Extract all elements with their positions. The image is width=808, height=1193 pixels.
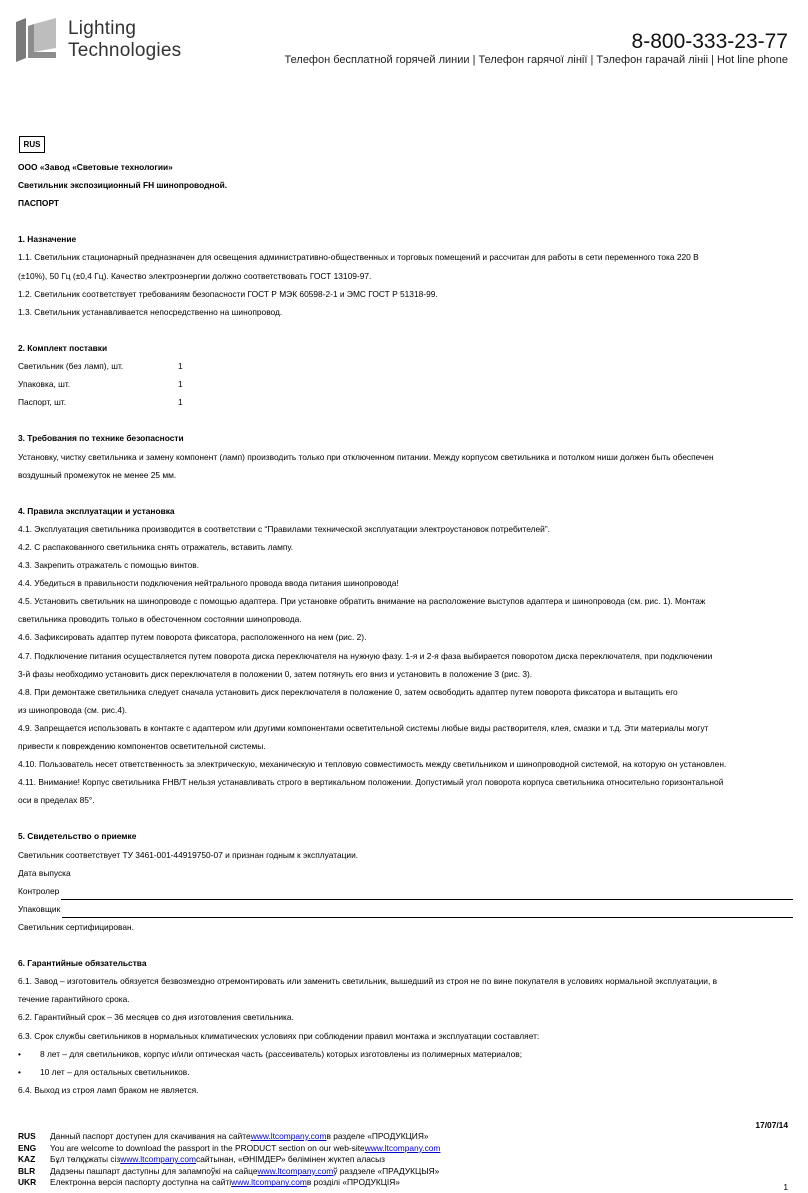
brand-name [68,18,181,62]
bullet-icon: • [18,1066,21,1077]
paragraph: 4.7. Подключение питания осуществляется путем поворота диска переключателя на нужную фазу. 1-я и 2-я фаза выбирается поворотом диска переключателя, при подключении [18,650,713,661]
paragraph: Светильник соответствует ТУ 3461-001-44919750-07 и признан годным к эксплуатации. [18,849,359,860]
paragraph: 4.10. Пользователь несет ответственность за электрическую, механическую и тепловую совместимость между светильником и шинопроводной системой, на которую он установлен. [18,759,727,770]
packer-label: Упаковщик [18,903,61,914]
kit-item-qty: 1 [178,397,183,408]
footer-text: Бұл төлқұжаты сіз [50,1154,121,1165]
company-logo [16,18,181,62]
section-heading: 4. Правила эксплуатации и установка [18,505,175,516]
footer-text: в разделе «ПРОДУКЦИЯ» [326,1131,429,1141]
download-footer [18,1131,440,1189]
paragraph: 4.8. При демонтаже светильника следует сначала установить диск переключателя в положение 0, затем освободить адаптер путем поворота фиксатора и вытащить его [18,686,678,697]
paragraph: 6.4. Выход из строя ламп браком не является. [18,1084,199,1095]
list-item [18,1045,793,1063]
section-heading: 3. Требования по технике безопасности [18,433,184,444]
paragraph: 4.1. Эксплуатация светильника производится в соответствии с “Правилами технической эксплуатации электроустановок потребителей”. [18,523,550,534]
website-link[interactable]: www.ltcompany.com [250,1131,327,1141]
document-date: 17/07/14 [755,1120,788,1130]
section-heading: 5. Свидетельство о приемке [18,831,137,842]
packer-signature-field[interactable] [18,900,793,918]
paragraph: 4.9. Запрещается использовать в контакте с адаптером или другими компонентами осветительной системы любые виды растворителя, клея, смазки и т.д. Эти материалы могут [18,722,709,733]
list-item-text: 10 лет – для остальных светильников. [40,1066,190,1077]
footer-row [18,1177,440,1189]
footer-text: Дадзены пашпарт даступны для запампоўкі на сайце [50,1165,258,1176]
paragraph: 6.3. Срок службы светильников в нормальных климатических условиях при соблюдении правил монтажа и эксплуатации составляет: [18,1030,540,1041]
kit-item [18,357,793,375]
footer-row [18,1154,440,1166]
paragraph: 4.6. Зафиксировать адаптер путем поворота фиксатора, расположенного на нем (рис. 2). [18,632,367,643]
footer-text: ў раздзеле «ПРАДУКЦЫЯ» [333,1165,440,1176]
brand-line-2: Technologies [68,40,182,61]
kit-item-qty: 1 [178,379,183,390]
kit-item [18,375,793,393]
controller-signature-field[interactable] [18,882,793,900]
paragraph: (±10%), 50 Гц (±0,4 Гц). Качество электроэнергии должно соответствовать ГОСТ 13109-97. [18,270,372,281]
website-link[interactable]: www.ltcompany.com [231,1177,307,1188]
footer-lang-code: KAZ [18,1154,36,1165]
brand-line-1: Lighting [68,18,137,39]
footer-lang-code: UKR [18,1177,37,1188]
footer-text: You are welcome to download the passport in the PRODUCT section on our web-site [50,1142,365,1153]
website-link[interactable]: www.ltcompany.com [364,1142,441,1153]
website-link[interactable]: www.ltcompany.com [120,1154,196,1165]
paragraph: течение гарантийного срока. [18,994,130,1005]
footer-text: сайтынан, «ӨНІМДЕР» бөлімінен жүктеп аласыз [196,1154,385,1165]
logo-mark-icon [16,18,58,62]
kit-item [18,393,793,411]
paragraph: 4.5. Установить светильник на шинопроводе с помощью адаптера. При установке обратить внимание на расположение выступов адаптера и шинопровода (см. рис. 1). Монтаж [18,596,706,607]
footer-text: Данный паспорт доступен для скачивания на сайте [50,1131,251,1141]
hotline-number: 8-800-333-23-77 [631,30,788,53]
footer-text: в розділі «ПРОДУКЦІЯ» [306,1177,400,1188]
kit-item-name: Паспорт, шт. [18,397,67,408]
paragraph: Установку, чистку светильника и замену компонент (ламп) производить только при отключенном питании. Между корпусом светильника и потолком ниши должен быть обеспечен [18,451,714,462]
paragraph: 4.3. Закрепить отражатель с помощью винтов. [18,560,200,571]
paragraph: 4.11. Внимание! Корпус светильника FHB/T нельзя устанавливать строго в вертикальном положении. Допустимый угол поворота корпуса светильника относительно горизонтальной [18,777,724,788]
list-item-text: 8 лет – для светильников, корпус и/или оптическая часть (рассеиватель) которых изготовлены из полимерных материалов; [40,1048,523,1059]
paragraph: привести к повреждению компонентов осветительной системы. [18,741,266,751]
paragraph: 6.1. Завод – изготовитель обязуется безвозмездно отремонтировать или заменить светильник, вышедший из строя не по вине покупателя в условиях нормальной эксплуатации, в [18,976,718,987]
paragraph: 4.4. Убедиться в правильности подключения нейтрального провода ввода питания шинопровода! [18,578,399,589]
section-heading: 2. Комплект поставки [18,342,108,353]
paragraph: оси в пределах 85°. [18,795,95,806]
paragraph: воздушный промежуток не менее 25 мм. [18,469,177,480]
list-item [18,1063,793,1081]
kit-item-name: Светильник (без ламп), шт. [18,361,124,372]
footer-text: Електронна версія паспорту доступна на сайті [50,1177,232,1188]
document-type: ПАСПОРТ [18,198,60,209]
footer-row [18,1166,440,1178]
section-heading: 6. Гарантийные обязательства [18,958,147,969]
passport-document [18,158,793,1099]
paragraph: 1.1. Светильник стационарный предназначен для освещения административно-общественных и торговых помещений и рассчитан для работы в сети переменного тока 220 В [18,252,699,263]
kit-item-name: Упаковка, шт. [18,379,71,390]
bullet-icon: • [18,1048,21,1059]
paragraph: 6.2. Гарантийный срок – 36 месяцев со дня изготовления светильника. [18,1012,294,1023]
controller-label: Контролер [18,885,60,896]
footer-lang-code: ENG [18,1142,37,1153]
paragraph: 4.2. С распакованного светильника снять отражатель, вставить лампу. [18,541,294,552]
paragraph: светильника проводить только в обесточенном состоянии шинопровода. [18,614,302,625]
paragraph: 1.3. Светильник устанавливается непосредственно на шинопровод. [18,306,283,317]
controller-line[interactable] [61,887,793,900]
language-badge: RUS [19,136,45,153]
paragraph: 3-й фазы необходимо установить диск переключателя в положении 0, затем потянуть его вниз и установить в положение 3 (рис. 3). [18,668,533,679]
footer-row [18,1131,440,1143]
certified-note: Светильник сертифицирован. [18,921,134,932]
packer-line[interactable] [62,905,793,918]
section-heading: 1. Назначение [18,234,77,245]
hotline-label: Телефон бесплатной горячей линии | Телефон гарячої лінії | Тэлефон гарачай лініі | Hot line phone [284,54,788,66]
footer-lang-code: RUS [18,1131,36,1141]
product-title: Светильник экспозиционный FH шинопроводной. [18,180,228,191]
release-date-label: Дата выпуска [18,867,71,878]
paragraph: из шинопровода (см. рис.4). [18,704,128,715]
page-number: 1 [783,1182,788,1192]
kit-item-qty: 1 [178,361,183,372]
company-name: ООО «Завод «Световые технологии» [18,162,173,172]
website-link[interactable]: www.ltcompany.com [257,1165,334,1176]
footer-row [18,1143,440,1155]
footer-lang-code: BLR [18,1165,36,1176]
paragraph: 1.2. Светильник соответствует требованиям безопасности ГОСТ Р МЭК 60598-2-1 и ЭМС ГОСТ Р 51318-99. [18,288,438,299]
